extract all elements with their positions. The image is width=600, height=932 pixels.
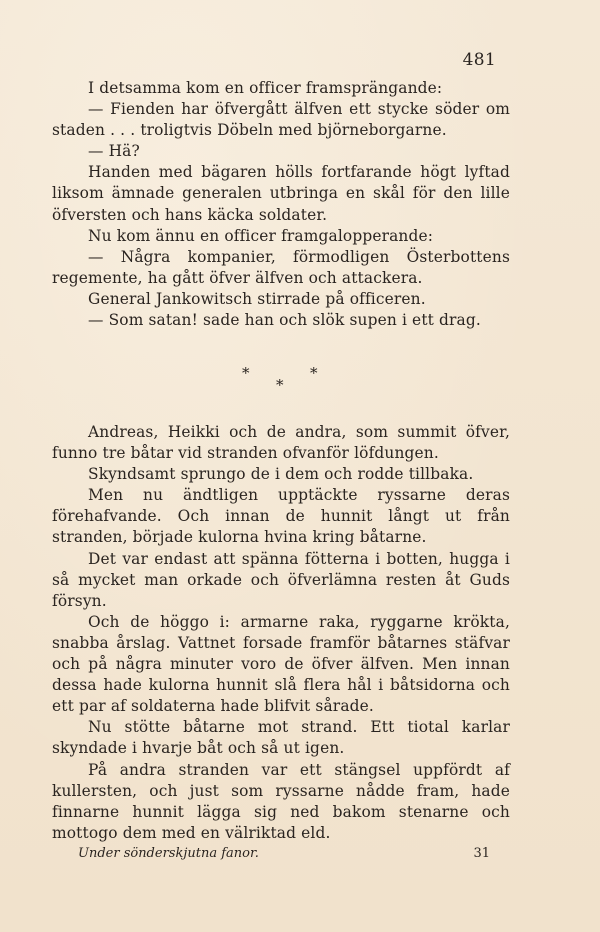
text-block-top: [52, 78, 510, 331]
paragraph: — Hä?: [88, 142, 140, 161]
asterisk: *: [310, 364, 318, 382]
asterisk: *: [276, 376, 284, 394]
paragraph: Det var endast att spänna fötterna i botten, hugga i så mycket man orkade och öfverlämna resten åt Guds försyn.: [52, 549, 510, 610]
paragraph: Nu kom ännu en officer framgalopperande:: [88, 226, 434, 245]
footer-signature-number: 31: [473, 846, 490, 861]
paragraph: I detsamma kom en officer framsprängande:: [88, 79, 443, 97]
text-block-bottom: [52, 422, 510, 844]
paragraph: General Jankowitsch stirrade på officeren.: [88, 289, 426, 308]
paragraph: Nu stötte båtarne mot strand. Ett tiotal karlar skyndade i hvarje båt och så ut igen.: [52, 718, 510, 758]
paragraph: Och de höggo i: armarne raka, ryggarne krökta, snabba årslag. Vattnet forsade framför båtarnes stäfvar och på några minuter voro de öfver älfven. Men innan dessa hade kulorna hunnit slå flera hål i båtsidorna och ett par af soldaterna hade blifvit sårade.: [52, 612, 510, 716]
section-break-asterism: [230, 364, 330, 394]
footer-book-title: Under sönderskjutna fanor.: [78, 846, 259, 861]
paragraph: — Fienden har öfvergått älfven ett stycke söder om staden . . . troligtvis Döbeln med björneborgarne.: [52, 100, 510, 140]
paragraph: Men nu ändtligen upptäckte ryssarne deras förehafvande. Och innan de hunnit långt ut från stranden, började kulorna hvina kring båtarne.: [52, 486, 510, 547]
paragraph: Handen med bägaren hölls fortfarande högt lyftad liksom ämnade generalen utbringa en skål för den lille öfversten och hans käcka soldater.: [52, 163, 510, 224]
paragraph: — Som satan! sade han och slök supen i ett drag.: [88, 311, 481, 330]
page-number: 481: [462, 50, 496, 70]
paragraph: Skyndsamt sprungo de i dem och rodde tillbaka.: [88, 465, 474, 484]
paragraph: — Några kompanier, förmodligen Österbottens regemente, ha gått öfver älfven och attackera.: [52, 247, 510, 287]
paragraph: På andra stranden var ett stängsel uppfördt af kullersten, och just som ryssarne nådde fram, hade finnarne hunnit lägga sig ned bakom stenarne och mottogo dem med en välriktad eld.: [52, 760, 510, 842]
paragraph: Andreas, Heikki och de andra, som summit öfver, funno tre båtar vid stranden ofvanför löfdungen.: [52, 423, 510, 463]
page-footer: [78, 846, 490, 861]
asterisk: *: [242, 364, 250, 382]
